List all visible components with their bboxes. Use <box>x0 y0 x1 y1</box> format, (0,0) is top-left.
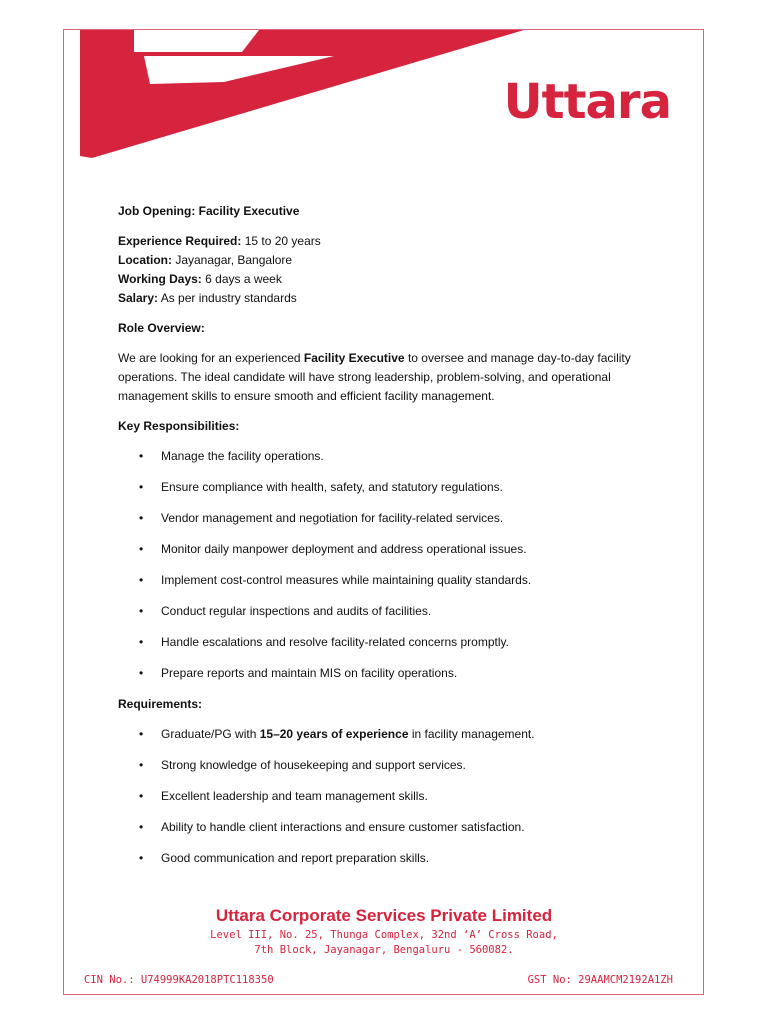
list-item: • Excellent leadership and team management skills. <box>118 787 658 818</box>
field-value: As per industry standards <box>158 291 297 305</box>
list-item: • Conduct regular inspections and audits of facilities. <box>118 602 658 633</box>
requirements-list <box>118 725 658 880</box>
list-item: • Implement cost-control measures while maintaining quality standards. <box>118 571 658 602</box>
footer-company-name: Uttara Corporate Services Private Limited <box>215 906 553 925</box>
footer-gst: GST No: 29AAMCM2192A1ZH <box>527 974 673 986</box>
letter-page <box>63 29 704 995</box>
bullet-icon: • <box>139 758 144 772</box>
bullet-icon: • <box>139 449 144 463</box>
job-posting <box>118 202 658 880</box>
footer-address: Level III, No. 25, Thunga Complex, 32nd ‘A’ Cross Road, 7th Block, Jayanagar, Bengaluru - 560082. <box>210 929 558 956</box>
list-item: • Handle escalations and resolve facility-related concerns promptly. <box>118 633 658 664</box>
list-item: • Graduate/PG with 15–20 years of experience in facility management. <box>118 725 658 756</box>
bullet-icon: • <box>139 604 144 618</box>
bullet-icon: • <box>139 820 144 834</box>
field-value: Jayanagar, Bangalore <box>172 253 293 267</box>
bullet-icon: • <box>139 542 144 556</box>
bullet-icon: • <box>139 511 144 525</box>
list-item: • Manage the facility operations. <box>118 447 658 478</box>
job-title: Job Opening: Facility Executive <box>118 204 300 218</box>
field-label: Experience Required: <box>118 234 242 248</box>
responsibilities-list <box>118 447 658 695</box>
field-label: Location: <box>118 253 172 267</box>
list-item: • Prepare reports and maintain MIS on facility operations. <box>118 664 658 695</box>
bullet-icon: • <box>139 635 144 649</box>
bullet-icon: • <box>139 789 144 803</box>
white-notch-shape <box>134 30 259 52</box>
bullet-icon: • <box>139 666 144 680</box>
role-overview-heading: Role Overview: <box>118 321 205 335</box>
bullet-icon: • <box>139 480 144 494</box>
bullet-icon: • <box>139 727 144 741</box>
list-item: • Strong knowledge of housekeeping and support services. <box>118 756 658 787</box>
role-overview-text: We are looking for an experienced Facility Executive to oversee and manage day-to-day facility operations. The ideal candidate will have strong leadership, problem-solving, and operational management skills to ensure smooth and efficient facility management. <box>118 351 631 403</box>
list-item: • Good communication and report preparation skills. <box>118 849 658 880</box>
field-label: Working Days: <box>118 272 202 286</box>
list-item: • Ability to handle client interactions and ensure customer satisfaction. <box>118 818 658 849</box>
list-item: • Vendor management and negotiation for facility-related services. <box>118 509 658 540</box>
company-logo: Uttara <box>503 74 671 130</box>
field-label: Salary: <box>118 291 159 305</box>
list-item: • Ensure compliance with health, safety, and statutory regulations. <box>118 478 658 509</box>
list-item: • Monitor daily manpower deployment and address operational issues. <box>118 540 658 571</box>
responsibilities-heading: Key Responsibilities: <box>118 419 240 433</box>
field-location <box>118 251 658 270</box>
requirements-heading: Requirements: <box>118 697 203 711</box>
field-working-days <box>118 270 658 289</box>
field-experience <box>118 232 658 251</box>
field-value: 6 days a week <box>201 272 282 286</box>
bullet-icon: • <box>139 851 144 865</box>
footer-cin: CIN No.: U74999KA2018PTC118350 <box>84 974 274 986</box>
field-salary <box>118 289 658 308</box>
bullet-icon: • <box>139 573 144 587</box>
field-value: 15 to 20 years <box>241 234 321 248</box>
